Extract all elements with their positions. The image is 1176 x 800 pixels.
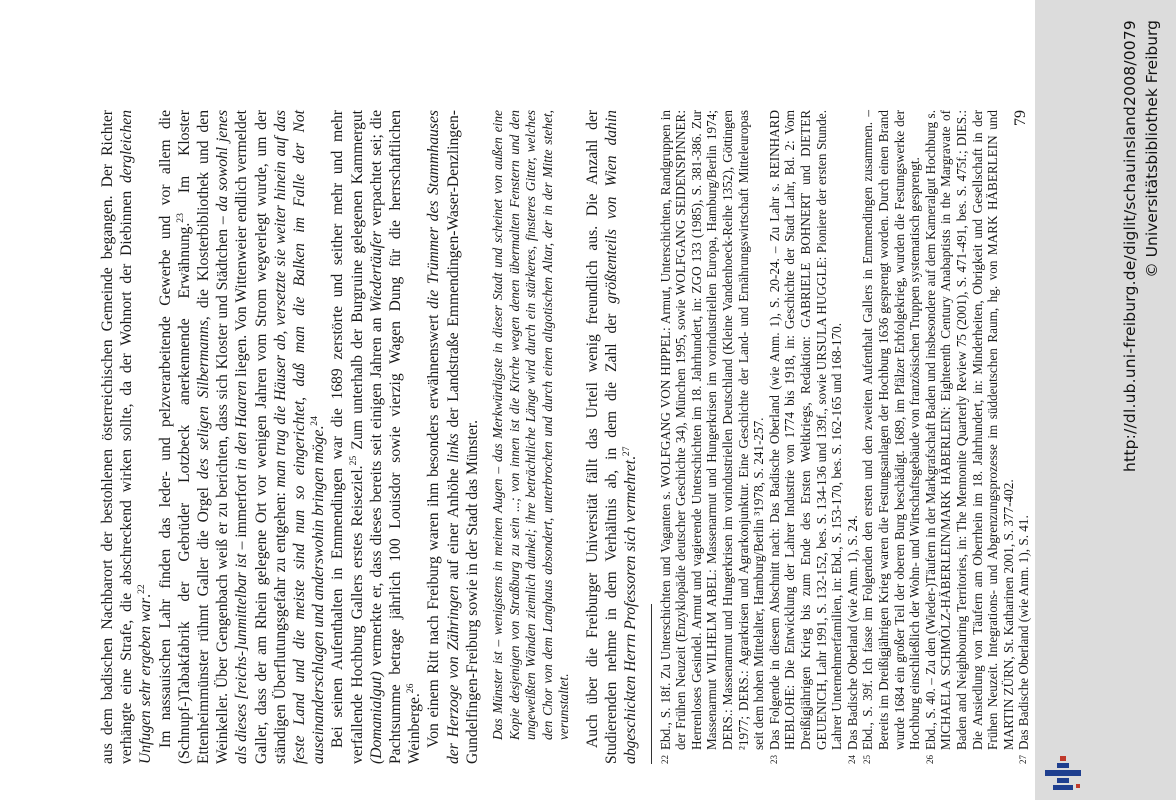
document-url[interactable]: http://dl.ub.uni-freiburg.de/diglit/schauinsland2008/0079 — [1121, 20, 1139, 472]
paragraph-1: aus dem badischen Nachbarort der bestohlenen österreichischen Gemeinde begangen. Der Richter verhängte eine Strafe, die abschreckend wirken sollte, da der Wohnort der Diebinnen dergleichen Unfugen sehr ergeben war.$^{22}$ — [99, 110, 155, 764]
footnote-text: Das Folgende in diesem Abschnitt nach: Das Badische Oberland (wie Anm. 1), S. 20-24. – Zu Lahr s. REINHARD HEBLOHE: Die Entwicklung der Lahrer Industrie von 1774 bis 1918, in: Geschichte der Stadt Lahr, Bd. 2: Vom Dreißigjährigen Krieg bis zum Ende des Ersten Weltkriegs, Redaktion: GABRIELE BOHNERT und DIETER GEUENICH, Lahr 1991, S. 132-152, bes. S. 134-136 und 139f., sowie URSULA HUGGLE: Pioniere der ersten Stunde. Lahrer Unternehmerfamilien, in: Ebd., S. 153-170, bes. S. 162-165 und 168-170. — [766, 110, 845, 750]
footnote-number: 25 — [862, 755, 873, 764]
paragraph-5: Auch über die Freiburger Universität fällt das Urteil wenig freundlich aus. Die Anzahl der Studierenden nehme in dem Verhältnis ab, in dem die Zahl der größtenteils von Wien dahin abgeschickten Herrn Professoren sich vermehret.$^{27}$ — [584, 110, 640, 764]
footnote-text: Ebd., S. 40. – Zu den (Wieder-)Täufern in der Markgrafschaft Baden und insbesondere auf dem Kameralgut Hochburg s. MICHAELA SCHMÖLZ-HÄBERLEIN/MARK HÄBERLEIN: Eighteenth Century Anabaptists in the Margravate of Baden and Neighbouring Territories, in: The Mennonite Quarterly Review 75 (2001), S. 471-491, bes. S. 475f.; DIES.: Die Ansiedlung von Täufern am Oberrhein im 18. Jahrhundert, in: Minderheiten, Obrigkeit und Gesellschaft in der Frühen Neuzeit. Integrations- und Abgrenzungsprozesse im süddeutschen Raum, hg. von MARK HÄBERLEIN und MARTIN ZÜRN, St. Katharinen 2001, S. 377-402. — [922, 110, 1016, 750]
footnote-number: 26 — [924, 755, 935, 764]
footnote — [658, 110, 767, 764]
footnote-text: Das Badische Oberland (wie Anm. 1), S. 41. — [1016, 515, 1032, 750]
library-sidebar — [1035, 0, 1176, 800]
university-library-logo-icon — [1043, 752, 1083, 792]
footnote-number: 22 — [659, 755, 670, 764]
footnote — [860, 110, 922, 764]
footnotes — [658, 110, 1032, 764]
main-text — [98, 110, 1032, 764]
paragraph-4: Von einem Ritt nach Freiburg waren ihm besonders erwähnenswert die Trümmer des Stammhauses der Herzoge von Zähringen auf einer Anhöhe links der Landstraße Emmendingen-Waser-Denzlingen-Gundelfingen-Freiburg sowie in der Stadt das Münster. — [425, 110, 481, 764]
block-quote: Das Münster ist – wenigstens in meinen Augen – das Merkwürdigste in dieser Stadt und scheinet von außen eine Kopie desjenigen von Straßburg zu sein ...; von innen ist die Kirche wegen denen übermalten Fenstern und den ungeweißten Wänden ziemlich dunkel; ihre beträchtliche Länge wird durch ein stärkeres, finsteres Gitter, welches den Chor von dem Langhaus absondert, unterbrochen und durch einen altgotischen Altar, der in der Mitte stehet, verunstaltet. — [490, 110, 572, 740]
footnote — [845, 110, 861, 764]
copyright-notice: © Universitätsbibliothek Freiburg — [1143, 20, 1161, 278]
footnote-text: Das Badische Oberland (wie Anm. 1), S. 24. — [844, 515, 860, 750]
footnote — [767, 110, 845, 764]
footnote — [923, 110, 1017, 764]
paragraph-2: Im nassauischen Lahr finden das leder- und pelzverarbeitende Gewerbe und vor allem die (Schnupf-)Tabakfabrik der Gebrüder Lotzbeck anerkennende Erwähnung.$^{23}$ Im Kloster Ettenheimmünster rühmt Galler die Orgel des seligen Silbermanns, die Klosterbibliothek und den Weinkeller. Über Gengenbach weiß er zu berichten, dass sich Kloster und Städtchen – da sowohl jenes als dieses [reichs-]unmittelbar ist – immerfort in den Haaren liegen. Von Wittenweier endlich vermeldet Galler, dass der am Rhein gelegene Ort vor wenigen Jahren vom Strom wegverlegt wurde, um der ständigen Überflutungsgefahr zu entgehen: man trug die Häuser ab, versetzte sie weiter hinein auf das feste Land und die meiste sind nun so eingerichtet, daß man die Balken im Falle der Not auseinanderschlagen und anderswohin bringen möge.$^{24}$ — [156, 109, 328, 764]
page-number: 79 — [1012, 110, 1029, 126]
paragraph-3: Bei seinen Aufenthalten in Emmendingen war die 1689 zerstörte und seither mehr und mehr verfallende Hochburg Gallers erstes Reiseziel.$^{25}$ Zum unterhalb der Burgruine gelegenen Kammergut (Domanialgut) vermerkte er, dass dieses bereits seit einigen Jahren an Wiedertäufer verpachtet sei; die Pachtsumme betrage jährlich 100 Louisdor sowie vierzig Wagen Dung für die herrschaftlichen Weinberge.$^{26}$ — [329, 110, 424, 764]
footnote-number: 27 — [1018, 755, 1029, 764]
footnote-text: Ebd., S. 39f. Ich fasse im Folgenden den ersten und den zweiten Aufenthalt Gallers in Emmendingen zusammen. – Bereits im Dreißigjährigen Krieg waren die Festungsanlagen der Hochburg 1636 gesprengt worden. Durch einen Brand wurde 1684 ein großer Teil der oberen Burg beschädigt. 1689, im Pfälzer Erbfolgekrieg, wurden die Festungswerke der Hochburg einschließlich der Wohn- und Wirtschaftsgebäude von französischen Truppen systematisch gesprengt. — [860, 110, 923, 750]
footnote-number: 24 — [846, 755, 857, 764]
footnote-text: Ebd., S. 18f. Zu Unterschichten und Vaganten s. WOLFGANG VON HIPPEL: Armut, Unterschichten, Randgruppen in der Frühen Neuzeit (Enzyklopädie deutscher Geschichte 34), München 1995, sowie WOLFGANG SEIDENSPINNER: Herrenloses Gesindel. Armut und vagierende Unterschichten im 18. Jahrhundert, in: ZGO 133 (1985), S. 381-386. Zur Massenarmut WILHELM ABEL: Massenarmut und Hungerkrisen im vorindustriellen Europa, Hamburg/Berlin 1974; DERS.: Massenarmut und Hungerkrisen im vorindustriellen Deutschland (Kleine Vandenhoeck-Reihe 1352), Göttingen ²1977; DERS.: Agrarkrisen und Agrarkonjunktur. Eine Geschichte der Land- und Ernährungswirtschaft Mitteleuropas seit dem hohen Mittelalter, Hamburg/Berlin ³1978, S. 241-257. — [657, 110, 767, 750]
footnote-rule — [651, 604, 652, 764]
footnote-number: 23 — [768, 755, 779, 764]
